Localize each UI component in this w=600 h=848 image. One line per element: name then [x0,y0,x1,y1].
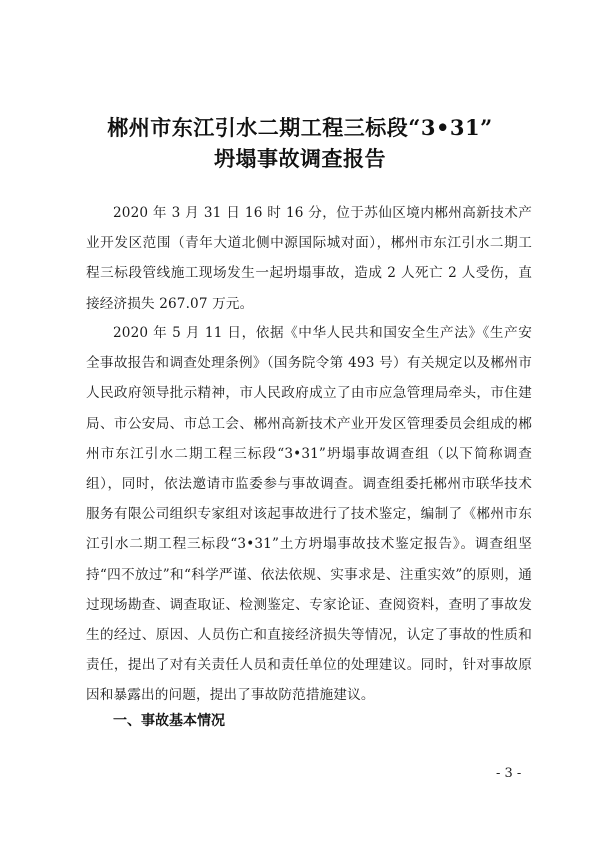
document-title-line-2: 坍塌事故调查报告 [214,146,386,171]
paragraph-incident-summary: 2020 年 3 月 31 日 16 时 16 分，位于苏仙区境内郴州高新技术产业开发区范围（青年大道北侧中源国际城对面），郴州市东江引水二期工程三标段管线施工现场发生一起坍塌事故，造成 2 人死亡 2 人受伤，直接经济损失 267.07 万元。 [86,205,532,312]
section-heading: 一、事故基本情况 [113,713,225,729]
document-title-line-1: 郴州市东江引水二期工程三标段“3•31” [107,115,493,140]
paragraph-investigation-background: 2020 年 5 月 11 日，依据《中华人民共和国安全生产法》《生产安全事故报告和调查处理条例》（国务院令第 493 号）有关规定以及郴州市人民政府领导批示精神，市人民政府成立了由市应急管理局牵头，市住建局、市公安局、市总工会、郴州高新技术产业开发区管理委员会组成的郴州市东江引水二期工程三标段“3•31”坍塌事故调查组（以下简称调查组），同时，依法邀请市监委参与事故调查。调查组委托郴州市联华技术服务有限公司组织专家组对该起事故进行了技术鉴定，编制了《郴州市东江引水二期工程三标段“3•31”土方坍塌事故技术鉴定报告》。调查组坚持“四不放过”和“科学严谨、依法依规、实事求是、注重实效”的原则，通过现场勘查、调查取证、检测鉴定、专家论证、查阅资料，查明了事故发生的经过、原因、人员伤亡和直接经济损失等情况，认定了事故的性质和责任，提出了对有关责任人员和责任单位的处理建议。同时，针对事故原因和暴露出的问题，提出了事故防范措施建议。 [86,325,532,704]
page-number: - 3 - [496,766,522,781]
